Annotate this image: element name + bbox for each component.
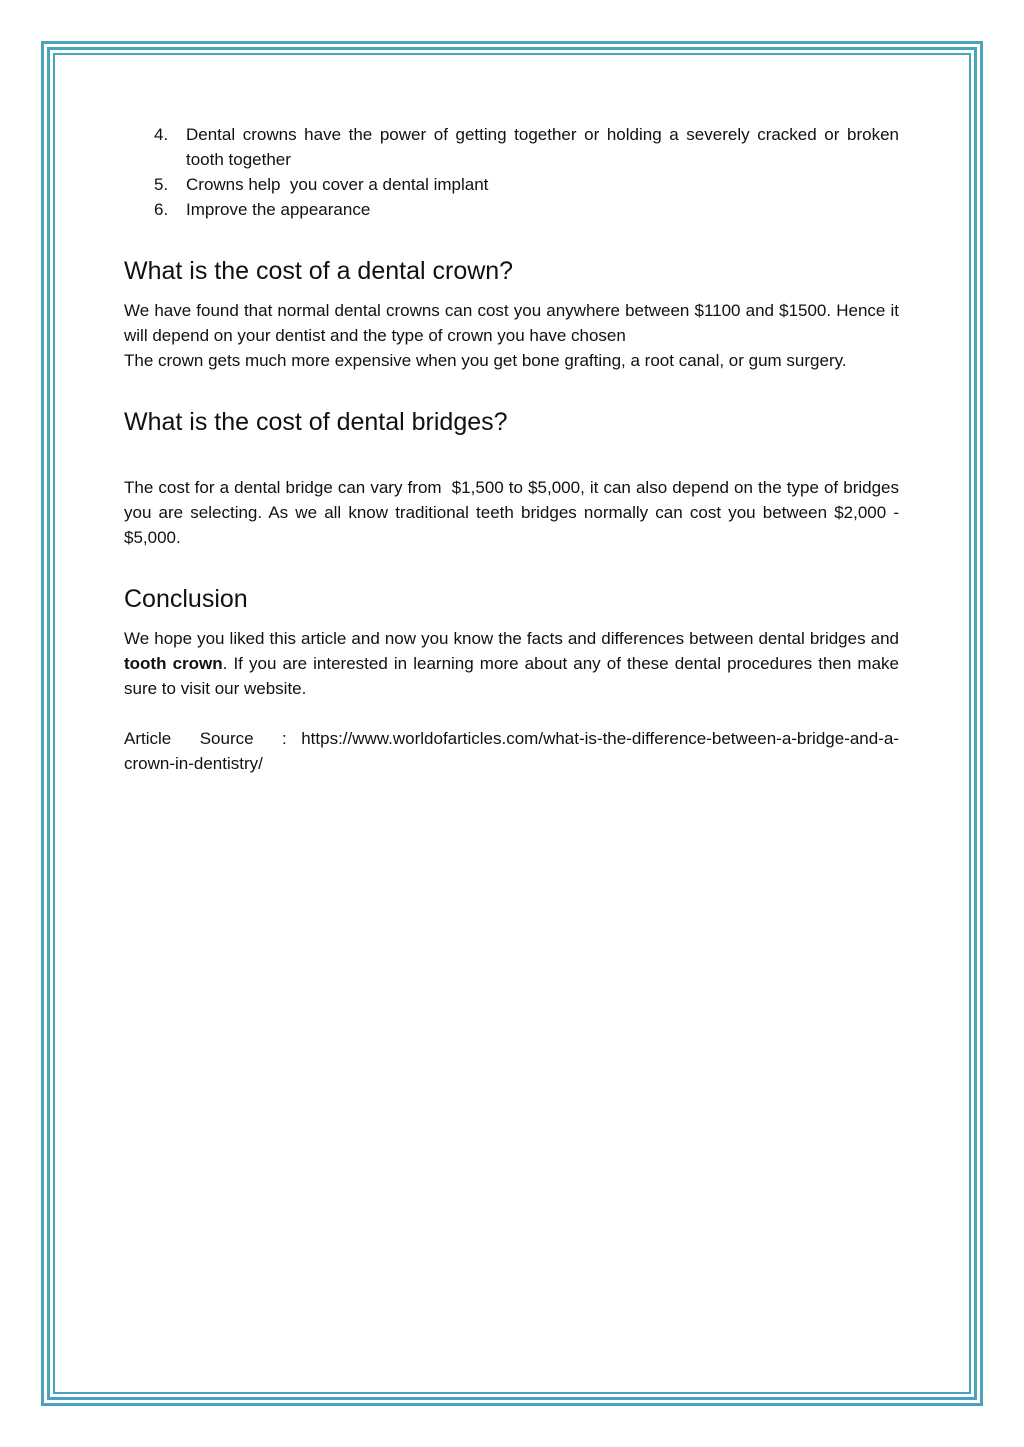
crown-cost-heading: What is the cost of a dental crown? <box>124 257 514 285</box>
list-item-text: Improve the appearance <box>186 200 371 219</box>
crown-cost-paragraph-1: We have found that normal dental crowns can cost you anywhere between $1100 and $1500. Hence it will depend on your dentist and the type of crown you have chosen <box>124 301 899 345</box>
list-item <box>124 197 899 222</box>
list-item-number: 4. <box>154 125 169 144</box>
tooth-crown-link-text: tooth crown <box>124 654 223 673</box>
list-item-text: Dental crowns have the power of getting together or holding a severely cracked or broken tooth together <box>186 125 899 169</box>
article-source <box>124 726 899 776</box>
conclusion-heading: Conclusion <box>124 585 248 613</box>
crown-cost-paragraph-2: The crown gets much more expensive when you get bone grafting, a root canal, or gum surgery. <box>124 351 847 370</box>
conclusion-text-after: . If you are interested in learning more about any of these dental procedures then make sure to visit our website. <box>124 654 899 698</box>
list-item-text: Crowns help you cover a dental implant <box>186 175 489 194</box>
conclusion-text-before: We hope you liked this article and now you know the facts and differences between dental bridges and <box>124 629 899 648</box>
list-item-number: 5. <box>154 175 169 194</box>
bridge-cost-heading: What is the cost of dental bridges? <box>124 408 508 436</box>
list-item <box>124 172 899 197</box>
article-source-label: Article Source : <box>124 729 287 748</box>
list-item <box>124 122 899 172</box>
list-item-number: 6. <box>154 200 169 219</box>
document-content <box>124 122 904 776</box>
benefits-list <box>124 122 899 222</box>
conclusion-paragraph <box>124 626 899 701</box>
bridge-cost-paragraph: The cost for a dental bridge can vary from $1,500 to $5,000, it can also depend on the type of bridges you are selecting. As we all know traditional teeth bridges normally can cost you between $2,000 - $5,000. <box>124 478 904 547</box>
article-source-url[interactable]: https://www.worldofarticles.com/what-is-the-difference-between-a-bridge-and-a-crown-in-dentistry/ <box>124 729 899 773</box>
